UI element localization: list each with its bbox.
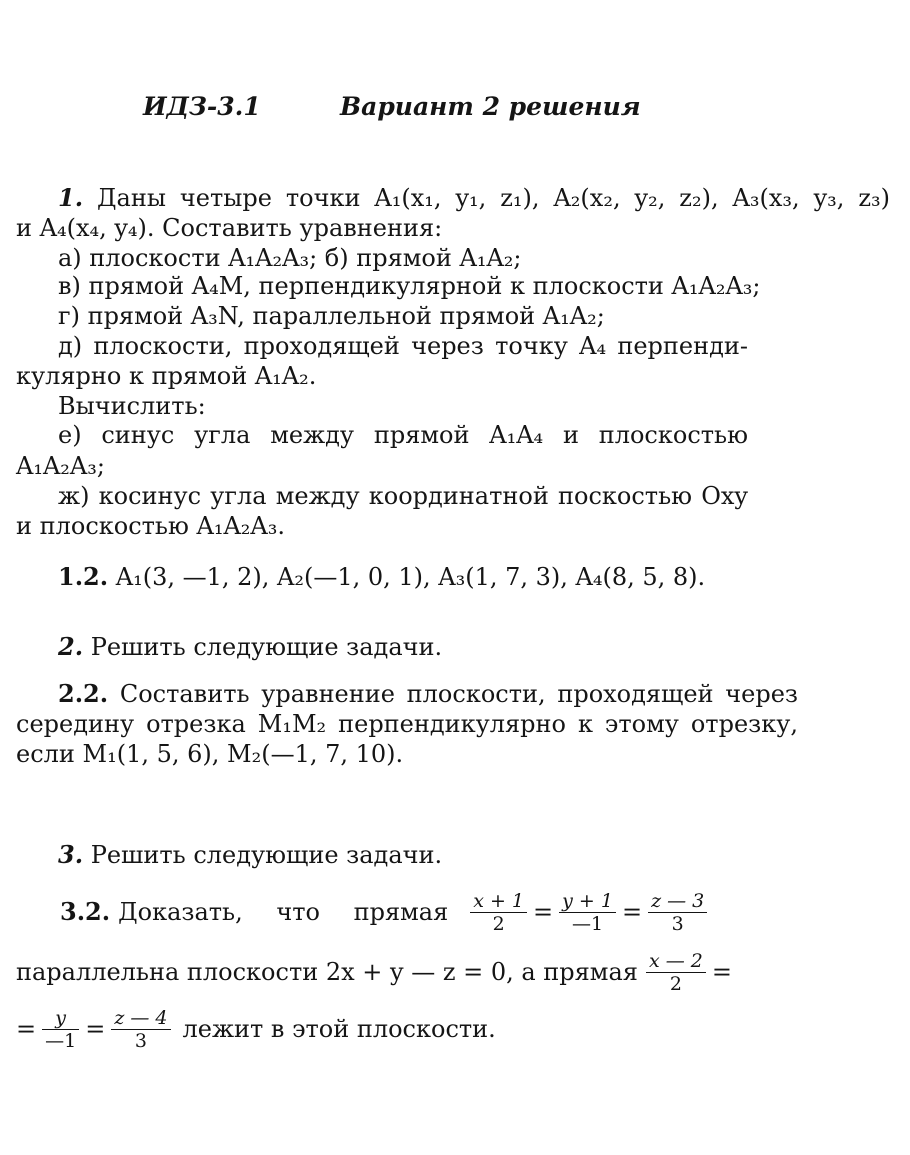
task-3-2-number: 3.2. — [60, 897, 111, 926]
equals-sign: = — [711, 958, 732, 986]
task-3-2-line — [60, 886, 707, 938]
equals-sign: = — [16, 1015, 37, 1043]
fraction: $\frac{z — 3}{3}$ — [648, 890, 707, 935]
task-1-2-number: 1.2. — [58, 562, 109, 591]
task-1-line: 1. Даны четыре точки A₁(x₁, y₁, z₁), A₂(x₂, y₂, z₂), A₃(x₃, y₃, z₃) — [58, 183, 890, 212]
task-3-2-middle-text: параллельна плоскости 2x + y — z = 0, а прямая — [16, 958, 638, 986]
equals-sign: = — [621, 898, 643, 926]
task-2-heading: 2. Решить следующие задачи. — [58, 632, 443, 661]
task-3-2-line — [16, 1003, 496, 1055]
fraction: $\frac{x + 1}{2}$ — [470, 890, 527, 935]
task-1-item-c: г) прямой A₃N, параллельной прямой A₁A₂; — [58, 302, 605, 330]
task-3-number: 3. — [58, 840, 84, 869]
task-1-item-f: ж) косинус угла между координатной поскостью Oxy — [58, 482, 748, 510]
fraction: $\frac{y}{—1}$ — [42, 1007, 79, 1052]
task-1-line: и A₄(x₄, y₄). Составить уравнения: — [16, 214, 443, 242]
task-1-line: A₁A₂A₃; — [16, 452, 105, 480]
task-1-compute-label: Вычислить: — [58, 392, 206, 420]
task-2-number: 2. — [58, 632, 84, 661]
task-2-2-line: если M₁(1, 5, 6), M₂(—1, 7, 10). — [16, 740, 404, 768]
task-1-line: и плоскостью A₁A₂A₃. — [16, 512, 286, 540]
equals-sign: = — [85, 1015, 106, 1043]
task-3-2-end-text: лежит в этой плоскости. — [182, 1015, 496, 1043]
task-1-2 — [58, 562, 705, 592]
task-3-heading: 3. Решить следующие задачи. — [58, 840, 443, 869]
doc-id-heading: ИДЗ-3.1 — [143, 92, 261, 121]
task-2-2-line: середину отрезка M₁M₂ перпендикулярно к этому отрезку, — [16, 710, 798, 738]
task-3-2-prove-text: Доказать, что прямая — [118, 898, 449, 926]
fraction: $\frac{y + 1}{—1}$ — [559, 890, 616, 935]
task-1-item-b: в) прямой A₄M, перпендикулярной к плоскости A₁A₂A₃; — [58, 272, 761, 300]
task-1-item-e: е) синус угла между прямой A₁A₄ и плоскостью — [58, 421, 748, 449]
equals-sign: = — [533, 898, 554, 926]
task-1-item-a: а) плоскости A₁A₂A₃; б) прямой A₁A₂; — [58, 244, 522, 272]
task-2-2-line: 2.2. Составить уравнение плоскости, проходящей через — [58, 679, 798, 708]
variant-heading: Вариант 2 решения — [340, 92, 641, 121]
fraction: $\frac{x — 2}{2}$ — [646, 950, 706, 995]
task-1-number: 1. — [58, 183, 84, 212]
task-1-2-points: A₁(3, —1, 2), A₂(—1, 0, 1), A₃(1, 7, 3), A₄(8, 5, 8). — [115, 563, 706, 591]
task-2-2-number: 2.2. — [58, 679, 109, 708]
task-3-2-line — [16, 946, 738, 998]
task-1-line: кулярно к прямой A₁A₂. — [16, 362, 317, 390]
task-1-item-d: д) плоскости, проходящей через точку A₄ перпенди- — [58, 332, 748, 360]
fraction: $\frac{z — 4}{3}$ — [111, 1007, 170, 1052]
